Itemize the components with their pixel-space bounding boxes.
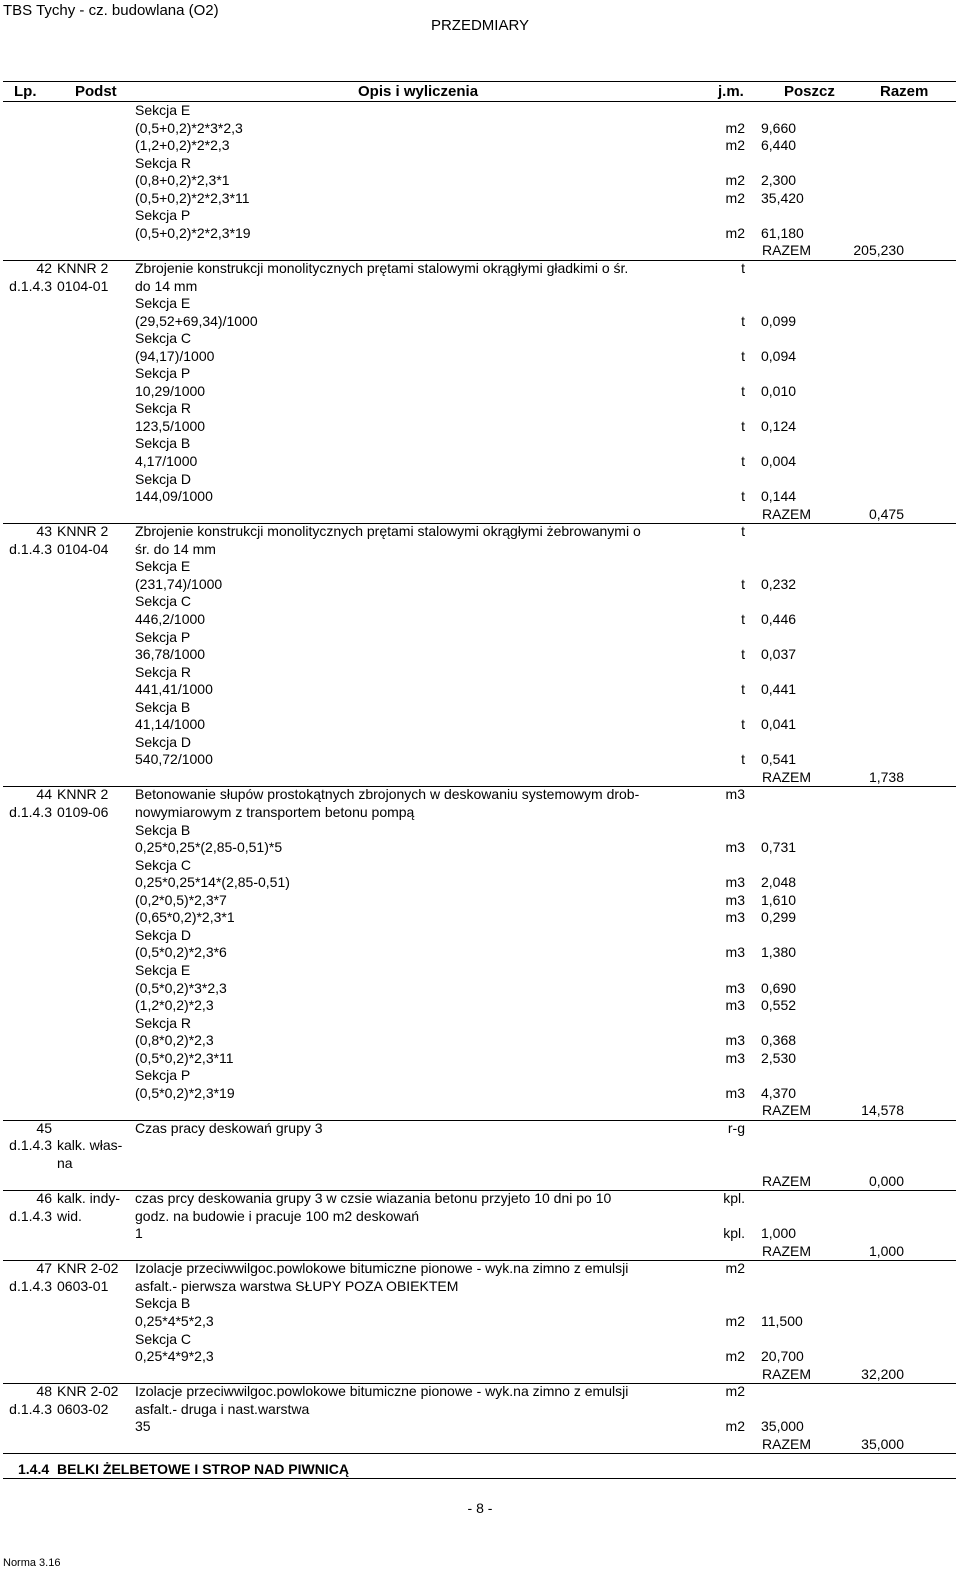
row-unit: m3 bbox=[725, 874, 745, 891]
row-partial-value: 0,552 bbox=[761, 997, 797, 1014]
row-description: 4,17/1000 bbox=[135, 453, 198, 469]
row-description: godz. na budowie i pracuje 100 m2 deskowań bbox=[135, 1207, 420, 1224]
row-unit: m3 bbox=[725, 891, 745, 908]
row-description: Zbrojenie konstrukcji monolitycznych prętami stalowymi okrągłymi żebrowanymi o bbox=[135, 523, 641, 540]
row-unit: t bbox=[741, 681, 745, 698]
row-description: 0,25*0,25*14*(2,85-0,51) bbox=[135, 874, 290, 891]
row-unit: kpl. bbox=[723, 1190, 745, 1207]
row-description: Sekcja B bbox=[135, 698, 191, 715]
row-description: nowymiarowym z transportem betonu pompą bbox=[135, 804, 415, 820]
row-lp: 42 bbox=[36, 259, 52, 276]
row-partial-value: 0,232 bbox=[761, 575, 797, 592]
row-unit: m2 bbox=[725, 119, 745, 136]
row-description: Izolacje przeciwwilgoc.powlokowe bitumiczne pionowe - wyk.na zimno z emulsji bbox=[135, 1260, 629, 1277]
row-description: Czas pracy deskowań grupy 3 bbox=[135, 1119, 323, 1136]
row-podst: KNNR 2 bbox=[57, 259, 109, 276]
row-lp: d.1.4.3 bbox=[9, 804, 52, 820]
row-partial-value: 4,370 bbox=[761, 1084, 797, 1101]
row-description: 123,5/1000 bbox=[135, 417, 206, 434]
row-lp: d.1.4.3 bbox=[9, 1277, 52, 1294]
row-podst: 0104-04 bbox=[57, 540, 109, 557]
row-partial-value: 20,700 bbox=[761, 1348, 804, 1365]
row-unit: m3 bbox=[725, 979, 745, 996]
row-lp: 43 bbox=[36, 523, 52, 540]
row-description: 144,09/1000 bbox=[135, 488, 213, 505]
row-unit: t bbox=[741, 382, 745, 399]
col-razem: Razem bbox=[880, 83, 929, 100]
row-unit: m2 bbox=[725, 172, 745, 189]
row-podst: wid. bbox=[57, 1207, 82, 1224]
row-description: Sekcja E bbox=[135, 102, 191, 118]
item-separator bbox=[3, 1453, 956, 1454]
row-unit: m3 bbox=[725, 944, 745, 961]
row-partial-value: 0,124 bbox=[761, 417, 797, 434]
row-partial-value: 0,041 bbox=[761, 716, 797, 733]
col-lp: Lp. bbox=[14, 83, 37, 100]
row-partial-value: 0,299 bbox=[761, 909, 797, 926]
row-unit: m3 bbox=[725, 909, 745, 926]
razem-label: RAZEM bbox=[762, 505, 811, 522]
row-partial-value: 1,380 bbox=[761, 944, 797, 961]
row-partial-value: 0,368 bbox=[761, 1032, 797, 1049]
row-total-value: 205,230 bbox=[853, 242, 904, 259]
row-description: (231,74)/1000 bbox=[135, 575, 223, 592]
row-podst: 0104-01 bbox=[57, 277, 109, 294]
row-unit: t bbox=[741, 347, 745, 364]
row-description: Sekcja P bbox=[135, 207, 191, 224]
row-unit: m3 bbox=[725, 1032, 745, 1049]
row-partial-value: 0,094 bbox=[761, 347, 797, 364]
row-description: czas prcy deskowania grupy 3 w czsie wiazania betonu przyjeto 10 dni po 10 bbox=[135, 1190, 612, 1207]
row-partial-value: 2,048 bbox=[761, 874, 797, 891]
col-jm: j.m. bbox=[718, 83, 744, 100]
row-description: Sekcja B bbox=[135, 435, 191, 452]
row-partial-value: 1,610 bbox=[761, 891, 797, 908]
row-unit: m3 bbox=[725, 839, 745, 856]
row-description: 10,29/1000 bbox=[135, 382, 206, 399]
row-description: Sekcja C bbox=[135, 1330, 192, 1347]
row-description: (0,5*0,2)*2,3*6 bbox=[135, 944, 227, 961]
row-description: Izolacje przeciwwilgoc.powlokowe bitumiczne pionowe - wyk.na zimno z emulsji bbox=[135, 1383, 629, 1400]
row-unit: t bbox=[741, 575, 745, 592]
row-description: Sekcja R bbox=[135, 154, 192, 171]
row-description: do 14 mm bbox=[135, 277, 198, 294]
row-unit: m2 bbox=[725, 1260, 745, 1277]
col-podst: Podst bbox=[75, 83, 117, 100]
header-top-rule bbox=[3, 81, 956, 82]
row-unit: t bbox=[741, 751, 745, 768]
row-description: (0,5+0,2)*2*3*2,3 bbox=[135, 119, 243, 136]
row-partial-value: 0,010 bbox=[761, 382, 797, 399]
row-total-value: 32,200 bbox=[861, 1365, 904, 1382]
row-podst: KNNR 2 bbox=[57, 523, 109, 540]
row-unit: m2 bbox=[725, 189, 745, 206]
row-description: (0,5+0,2)*2*2,3*11 bbox=[135, 189, 250, 206]
row-partial-value: 9,660 bbox=[761, 119, 797, 136]
table-bottom-rule bbox=[3, 1478, 956, 1479]
row-podst: kalk. indy- bbox=[57, 1190, 121, 1207]
row-partial-value: 0,541 bbox=[761, 751, 797, 768]
row-unit: t bbox=[741, 716, 745, 733]
row-description: asfalt.- druga i nast.warstwa bbox=[135, 1400, 310, 1417]
row-lp: 47 bbox=[36, 1260, 52, 1277]
row-description: Sekcja D bbox=[135, 733, 192, 750]
row-description: (0,2*0,5)*2,3*7 bbox=[135, 891, 227, 908]
row-description: (29,52+69,34)/1000 bbox=[135, 312, 258, 329]
row-unit: m2 bbox=[725, 1348, 745, 1365]
row-partial-value: 1,000 bbox=[761, 1225, 797, 1242]
row-podst: KNR 2-02 bbox=[57, 1383, 119, 1400]
row-description: Sekcja P bbox=[135, 365, 191, 382]
row-description: (0,5+0,2)*2*2,3*19 bbox=[135, 224, 251, 241]
row-podst: 0109-06 bbox=[57, 804, 109, 820]
row-description: 446,2/1000 bbox=[135, 610, 206, 627]
row-description: (1,2*0,2)*2,3 bbox=[135, 997, 214, 1014]
row-lp: d.1.4.3 bbox=[9, 540, 52, 557]
razem-label: RAZEM bbox=[762, 242, 811, 259]
row-podst: KNNR 2 bbox=[57, 786, 109, 803]
row-description: Sekcja D bbox=[135, 926, 192, 943]
row-unit: t bbox=[741, 312, 745, 329]
row-partial-value: 2,300 bbox=[761, 172, 797, 189]
row-description: Sekcja C bbox=[135, 330, 192, 347]
row-lp: 45 bbox=[36, 1119, 52, 1136]
row-unit: m2 bbox=[725, 137, 745, 154]
razem-label: RAZEM bbox=[762, 1172, 811, 1189]
row-description: Sekcja C bbox=[135, 593, 192, 610]
row-unit: t bbox=[741, 610, 745, 627]
row-description: (0,8+0,2)*2,3*1 bbox=[135, 172, 230, 189]
row-description: 35 bbox=[135, 1418, 151, 1435]
row-description: 540,72/1000 bbox=[135, 751, 213, 768]
row-description: Sekcja B bbox=[135, 1295, 191, 1312]
row-description: Zbrojenie konstrukcji monolitycznych prętami stalowymi okrągłymi gładkimi o śr. bbox=[135, 259, 629, 276]
row-description: 0,25*4*5*2,3 bbox=[135, 1312, 214, 1329]
row-description: Sekcja R bbox=[135, 400, 192, 417]
col-opis: Opis i wyliczenia bbox=[358, 83, 479, 100]
row-total-value: 0,475 bbox=[868, 505, 904, 522]
razem-label: RAZEM bbox=[762, 1242, 811, 1259]
row-description: śr. do 14 mm bbox=[135, 540, 216, 557]
row-description: Sekcja P bbox=[135, 628, 191, 645]
row-unit: t bbox=[741, 646, 745, 663]
row-partial-value: 0,144 bbox=[761, 488, 797, 505]
row-unit: m2 bbox=[725, 1312, 745, 1329]
row-total-value: 14,578 bbox=[861, 1102, 904, 1119]
row-partial-value: 0,004 bbox=[761, 453, 797, 469]
row-unit: m2 bbox=[725, 1418, 745, 1435]
row-partial-value: 0,037 bbox=[761, 646, 797, 663]
row-partial-value: 0,441 bbox=[761, 681, 797, 698]
row-partial-value: 0,690 bbox=[761, 979, 797, 996]
row-description: Sekcja D bbox=[135, 470, 192, 487]
col-poszcz: Poszcz bbox=[784, 83, 835, 100]
row-podst: KNR 2-02 bbox=[57, 1260, 119, 1277]
page-number: - 8 - bbox=[467, 1500, 493, 1516]
row-description: Sekcja R bbox=[135, 663, 192, 680]
row-description: (0,5*0,2)*2,3*19 bbox=[135, 1084, 235, 1101]
row-podst: kalk. włas- bbox=[57, 1137, 123, 1154]
row-lp: d.1.4.3 bbox=[9, 277, 52, 294]
row-partial-value: 35,420 bbox=[761, 189, 804, 206]
row-description: Betonowanie słupów prostokątnych zbrojonych w deskowaniu systemowym drob- bbox=[135, 786, 640, 803]
row-unit: m3 bbox=[725, 1049, 745, 1066]
section-title: BELKI ŻELBETOWE I STROP NAD PIWNICĄ bbox=[57, 1461, 349, 1477]
row-lp: d.1.4.3 bbox=[9, 1207, 52, 1224]
row-unit: m3 bbox=[725, 997, 745, 1014]
row-lp: 48 bbox=[36, 1383, 52, 1400]
section-number: 1.4.4 bbox=[18, 1461, 50, 1477]
row-description: 41,14/1000 bbox=[135, 716, 206, 733]
row-description: (94,17)/1000 bbox=[135, 347, 215, 364]
row-description: Sekcja R bbox=[135, 1014, 192, 1031]
row-total-value: 0,000 bbox=[868, 1172, 904, 1189]
row-unit: r-g bbox=[727, 1119, 745, 1136]
row-description: Sekcja E bbox=[135, 295, 191, 312]
row-partial-value: 11,500 bbox=[761, 1312, 803, 1329]
row-unit: t bbox=[741, 417, 745, 434]
row-description: 441,41/1000 bbox=[135, 681, 213, 698]
row-description: (1,2+0,2)*2*2,3 bbox=[135, 137, 230, 154]
razem-label: RAZEM bbox=[762, 1365, 811, 1382]
row-unit: m2 bbox=[725, 224, 745, 241]
row-unit: m2 bbox=[725, 1383, 745, 1400]
row-total-value: 1,000 bbox=[868, 1242, 904, 1259]
row-unit: t bbox=[741, 453, 745, 469]
row-partial-value: 35,000 bbox=[761, 1418, 804, 1435]
row-partial-value: 2,530 bbox=[761, 1049, 797, 1066]
row-description: asfalt.- pierwsza warstwa SŁUPY POZA OBIEKTEM bbox=[135, 1277, 459, 1294]
row-unit: t bbox=[741, 488, 745, 505]
row-description: Sekcja E bbox=[135, 558, 191, 575]
row-podst: 0603-01 bbox=[57, 1277, 109, 1294]
row-description: 36,78/1000 bbox=[135, 646, 206, 663]
row-unit: t bbox=[741, 259, 745, 276]
row-total-value: 35,000 bbox=[861, 1435, 904, 1452]
row-podst: na bbox=[57, 1155, 73, 1171]
razem-label: RAZEM bbox=[762, 1102, 811, 1119]
razem-label: RAZEM bbox=[762, 1435, 811, 1452]
document-title: TBS Tychy - cz. budowlana (O2) bbox=[3, 2, 219, 19]
row-lp: 46 bbox=[36, 1190, 52, 1207]
norma-version: Norma 3.16 bbox=[3, 1557, 61, 1569]
row-unit: m3 bbox=[725, 786, 745, 803]
row-unit: t bbox=[741, 523, 745, 540]
row-description: 1 bbox=[135, 1225, 143, 1242]
row-description: (0,5*0,2)*2,3*11 bbox=[135, 1049, 234, 1066]
row-partial-value: 6,440 bbox=[761, 137, 797, 154]
row-podst: 0603-02 bbox=[57, 1400, 109, 1417]
row-description: Sekcja P bbox=[135, 1067, 191, 1084]
row-total-value: 1,738 bbox=[868, 768, 904, 785]
row-description: Sekcja E bbox=[135, 961, 191, 978]
row-description: (0,5*0,2)*3*2,3 bbox=[135, 979, 227, 996]
row-unit: m3 bbox=[725, 1084, 745, 1101]
row-partial-value: 0,099 bbox=[761, 312, 797, 329]
row-description: (0,65*0,2)*2,3*1 bbox=[135, 909, 235, 926]
row-description: 0,25*0,25*(2,85-0,51)*5 bbox=[135, 839, 283, 856]
row-description: 0,25*4*9*2,3 bbox=[135, 1348, 214, 1365]
row-partial-value: 0,731 bbox=[761, 839, 797, 856]
row-lp: d.1.4.3 bbox=[9, 1400, 52, 1417]
row-description: Sekcja B bbox=[135, 821, 191, 838]
page-heading: PRZEDMIARY bbox=[430, 17, 530, 34]
row-partial-value: 0,446 bbox=[761, 610, 797, 627]
row-lp: d.1.4.3 bbox=[9, 1137, 52, 1154]
row-partial-value: 61,180 bbox=[761, 224, 804, 241]
razem-label: RAZEM bbox=[762, 768, 811, 785]
row-description: (0,8*0,2)*2,3 bbox=[135, 1032, 214, 1049]
row-lp: 44 bbox=[36, 786, 52, 803]
row-description: Sekcja C bbox=[135, 856, 192, 873]
row-unit: kpl. bbox=[723, 1225, 745, 1242]
